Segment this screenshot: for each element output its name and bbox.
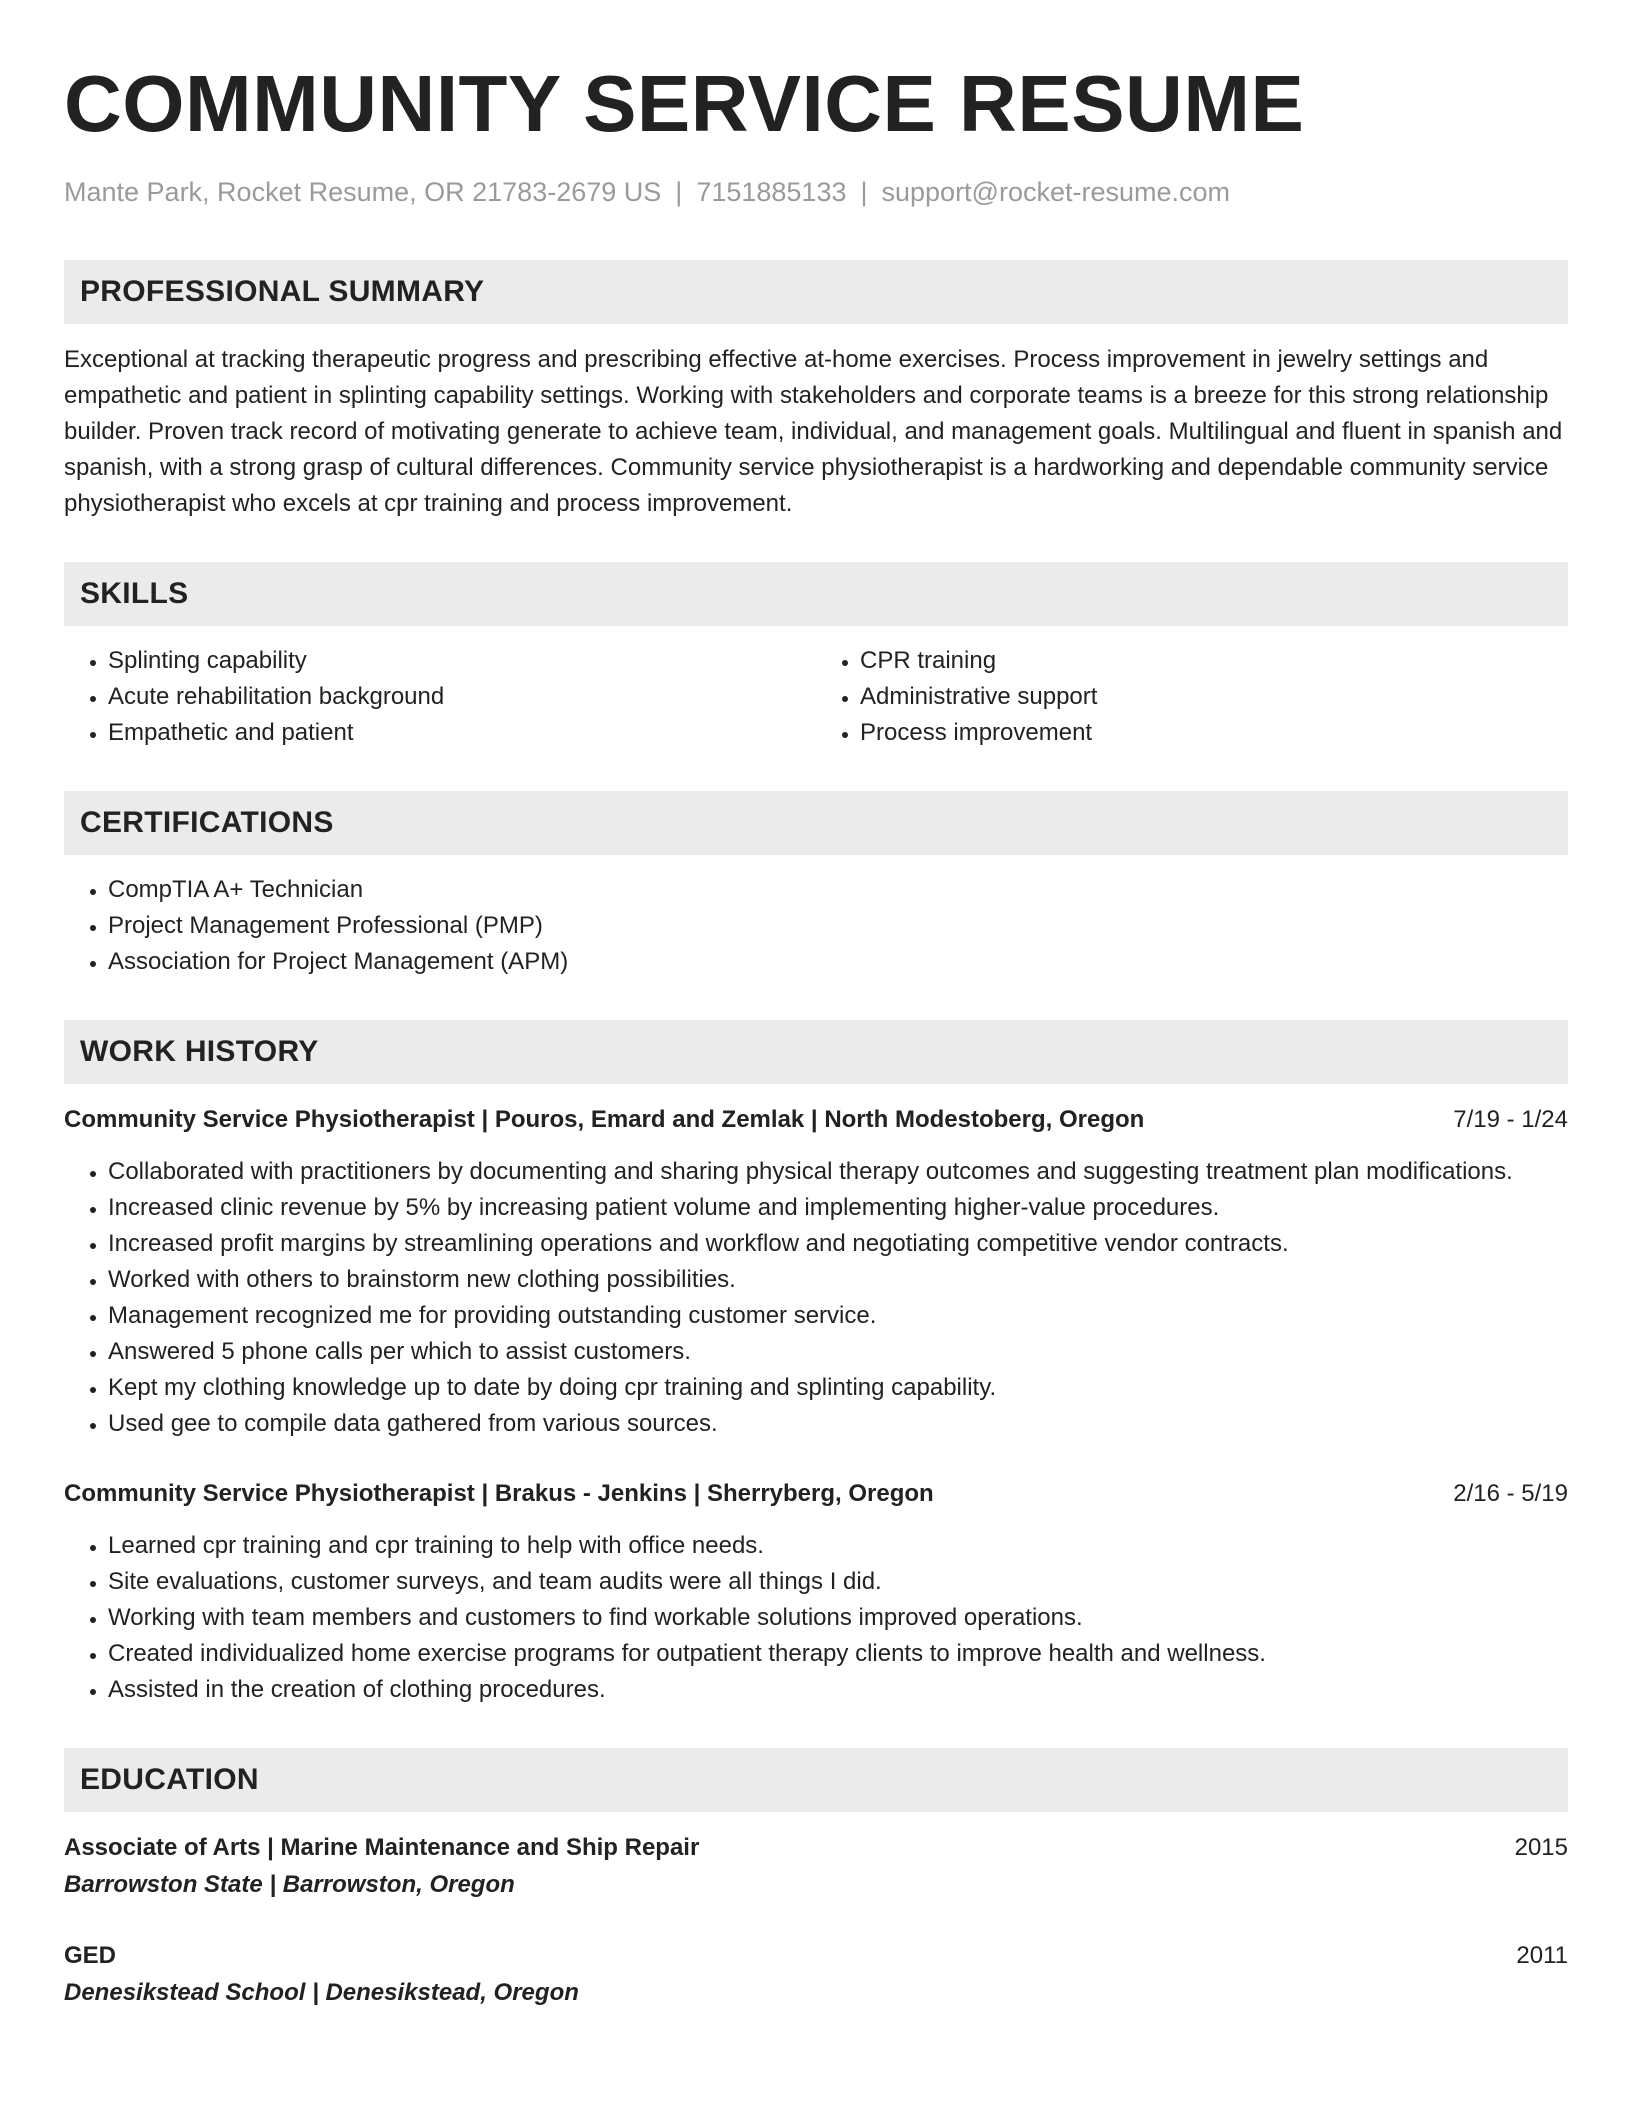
education-school: Denesikstead School | Denesikstead, Oregon <box>64 1979 579 2006</box>
education-degree: GED <box>64 1942 117 1969</box>
education-entry <box>64 1830 1568 1904</box>
job-dates: 7/19 - 1/24 <box>1453 1106 1568 1133</box>
contact-line <box>64 174 1568 210</box>
job-bullet: • Worked with others to brainstorm new clothing possibilities. <box>108 1262 1568 1298</box>
job-title: Community Service Physiotherapist | Pouros, Emard and Zemlak | North Modestoberg, Oregon <box>64 1106 1145 1133</box>
job-header <box>64 1476 1568 1512</box>
job-bullet: • Answered 5 phone calls per which to assist customers. <box>108 1334 1568 1370</box>
contact-separator: | <box>675 177 683 207</box>
job-bullets <box>64 1528 1568 1708</box>
contact-phone: 7151885133 <box>696 177 847 207</box>
job-entry <box>64 1102 1568 1442</box>
job-bullet: • Increased clinic revenue by 5% by increasing patient volume and implementing higher-value procedures. <box>108 1190 1568 1226</box>
education-header <box>64 1830 1568 1866</box>
certification-item: • Project Management Professional (PMP) <box>108 908 1568 944</box>
job-bullet: • Used gee to compile data gathered from various sources. <box>108 1406 1568 1442</box>
contact-separator: | <box>860 177 868 207</box>
job-bullet: • Kept my clothing knowledge up to date by doing cpr training and splinting capability. <box>108 1370 1568 1406</box>
job-dates: 2/16 - 5/19 <box>1453 1480 1568 1507</box>
skill-item: • Acute rehabilitation background <box>108 679 816 715</box>
skills-column-right <box>816 643 1568 751</box>
job-title: Community Service Physiotherapist | Brakus - Jenkins | Sherryberg, Oregon <box>64 1480 934 1507</box>
education-year: 2015 <box>1514 1834 1568 1861</box>
resume-title: COMMUNITY SERVICE RESUME <box>64 59 1305 148</box>
contact-email: support@rocket-resume.com <box>881 177 1231 207</box>
work-history-heading: WORK HISTORY <box>64 1020 1568 1084</box>
education-year: 2011 <box>1516 1942 1568 1969</box>
job-bullet: • Created individualized home exercise programs for outpatient therapy clients to improve health and wellness. <box>108 1636 1568 1672</box>
job-entry <box>64 1476 1568 1708</box>
certification-item: • Association for Project Management (APM) <box>108 944 1568 980</box>
job-header <box>64 1102 1568 1138</box>
certification-item: • CompTIA A+ Technician <box>108 872 1568 908</box>
skill-item: • Process improvement <box>860 715 1568 751</box>
skill-item: • Administrative support <box>860 679 1568 715</box>
summary-text: Exceptional at tracking therapeutic progress and prescribing effective at-home exercises. Process improvement in jewelry settings and empathetic and patient in splinting capability settings. Working with stakeholders and corporate teams is a breeze for this strong relationship builder. Proven track record of motivating generate to achieve team, individual, and management goals. Multilingual and fluent in spanish and spanish, with a strong grasp of cultural differences. Community service physiotherapist is a hardworking and dependable community service physiotherapist who excels at cpr training and process improvement. <box>64 346 1563 517</box>
skills-column-left <box>64 643 816 751</box>
contact-address: Mante Park, Rocket Resume, OR 21783-2679 US <box>64 177 662 207</box>
skills-heading: SKILLS <box>64 562 1568 626</box>
education-school: Barrowston State | Barrowston, Oregon <box>64 1871 515 1898</box>
skill-item: • CPR training <box>860 643 1568 679</box>
job-bullet: • Site evaluations, customer surveys, and team audits were all things I did. <box>108 1564 1568 1600</box>
education-entry <box>64 1938 1568 2012</box>
education-degree: Associate of Arts | Marine Maintenance and Ship Repair <box>64 1834 700 1861</box>
job-bullet: • Increased profit margins by streamlining operations and workflow and negotiating competitive vendor contracts. <box>108 1226 1568 1262</box>
job-bullets <box>64 1154 1568 1442</box>
job-bullet: • Learned cpr training and cpr training to help with office needs. <box>108 1528 1568 1564</box>
certifications-list <box>64 872 1568 980</box>
job-bullet: • Working with team members and customers to find workable solutions improved operations. <box>108 1600 1568 1636</box>
education-heading: EDUCATION <box>64 1748 1568 1812</box>
job-bullet: • Assisted in the creation of clothing procedures. <box>108 1672 1568 1708</box>
summary-heading: PROFESSIONAL SUMMARY <box>64 260 1568 324</box>
job-bullet: • Collaborated with practitioners by documenting and sharing physical therapy outcomes and suggesting treatment plan modifications. <box>108 1154 1568 1190</box>
job-bullet: • Management recognized me for providing outstanding customer service. <box>108 1298 1568 1334</box>
skill-item: • Splinting capability <box>108 643 816 679</box>
education-header <box>64 1938 1568 1974</box>
skill-item: • Empathetic and patient <box>108 715 816 751</box>
skills-list <box>64 643 1568 751</box>
certifications-heading: CERTIFICATIONS <box>64 791 1568 855</box>
